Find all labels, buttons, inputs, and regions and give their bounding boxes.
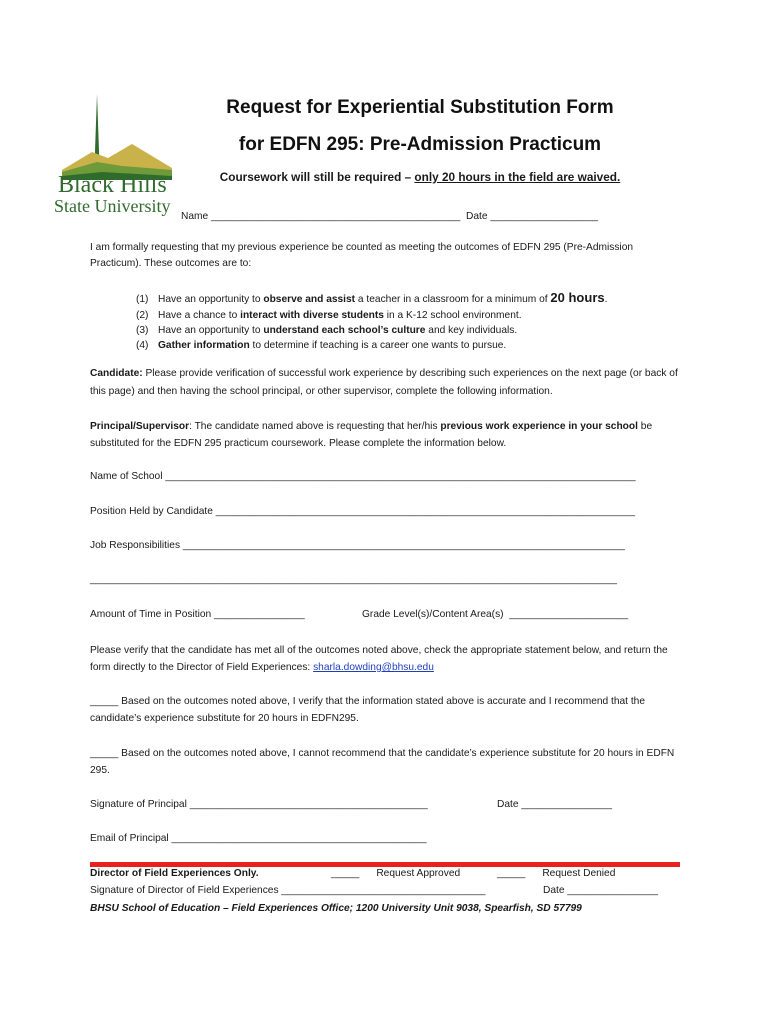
- school-field[interactable]: ___________________________________________________________________________________: [165, 471, 636, 482]
- grade-label: Grade Level(s)/Content Area(s): [362, 609, 504, 620]
- outcomes-list: [136, 289, 696, 353]
- principal-email-label: Email of Principal: [90, 833, 169, 844]
- verify-paragraph: Please verify that the candidate has met all of the outcomes noted above, check the appropriate statement below, and return the form directly to the Director of Field Experiences: sharla.dowding@bhsu.edu: [90, 645, 668, 673]
- denied-checkbox[interactable]: _____: [497, 868, 526, 879]
- approved-checkbox[interactable]: _____: [331, 868, 360, 879]
- job-extra-row: [90, 572, 617, 588]
- principal-signature-row: [90, 797, 428, 813]
- position-label: Position Held by Candidate: [90, 506, 213, 517]
- subtitle-underlined: only 20 hours in the field are waived.: [414, 170, 621, 184]
- not-recommend-checkbox[interactable]: _____: [90, 748, 119, 759]
- director-date-field[interactable]: ________________: [567, 885, 659, 896]
- intro-paragraph: I am formally requesting that my previous experience be counted as meeting the outcomes of EDFN 295 (Pre-Admission Practicum). These outcomes are to:: [90, 242, 634, 269]
- time-label: Amount of Time in Position: [90, 609, 212, 620]
- approved-option: _____ Request Approved: [331, 868, 461, 879]
- principal-date-field[interactable]: ________________: [521, 799, 613, 810]
- form-title-line2: for EDFN 295: Pre-Admission Practicum: [238, 134, 602, 155]
- name-label: Name: [181, 211, 209, 222]
- candidate-paragraph: Candidate: Please provide verification of successful work experience by describing such experiences on the next page (or back of this page) and then having the school principal, or other supervisor, complete the following information.: [90, 368, 678, 397]
- director-email-link[interactable]: sharla.dowding@bhsu.edu: [313, 662, 434, 673]
- logo-text-line2: State University: [54, 196, 171, 216]
- principal-paragraph: Principal/Supervisor: The candidate named above is requesting that her/his previous work experience in your school be substituted for the EDFN 295 practicum coursework. Please complete the information below.: [90, 421, 653, 449]
- principal-email-row: [90, 831, 427, 847]
- grade-field[interactable]: _____________________: [509, 609, 629, 620]
- logo-text-line1: Black Hills: [58, 172, 167, 198]
- subtitle-text: Coursework will still be required –: [219, 170, 415, 184]
- list-item: (1) Have an opportunity to observe and assist a teacher in a classroom for a minimum of 20 hours.: [136, 290, 608, 305]
- director-date-label: Date: [543, 885, 565, 896]
- recommend-checkbox[interactable]: _____: [90, 696, 119, 707]
- school-label: Name of School: [90, 471, 163, 482]
- director-date-row: [543, 883, 658, 899]
- director-label: Director of Field Experiences Only.: [90, 868, 259, 879]
- job-label: Job Responsibilities: [90, 540, 181, 551]
- job-extra-field[interactable]: _____________________________________________________________________________________________: [90, 574, 617, 585]
- position-row: [90, 504, 635, 520]
- list-item: (3) Have an opportunity to understand each school’s culture and key individuals.: [136, 325, 518, 336]
- school-name-row: [90, 469, 636, 485]
- list-item: (4) Gather information to determine if teaching is a career one wants to pursue.: [136, 340, 507, 351]
- university-logo: [52, 92, 177, 222]
- director-signature-field[interactable]: ____________________________________: [281, 885, 486, 896]
- director-signature-row: [90, 883, 485, 899]
- grade-row: [362, 607, 628, 623]
- recommend-option: _____ Based on the outcomes noted above, I verify that the information stated above is accurate and I recommend that the candidate’s experience substitute for 20 hours in EDFN295.: [90, 696, 646, 724]
- principal-signature-label: Signature of Principal: [90, 799, 187, 810]
- principal-signature-field[interactable]: __________________________________________: [189, 799, 428, 810]
- footer-address: BHSU School of Education – Field Experiences Office; 1200 University Unit 9038, Spearfish, SD 57799: [90, 903, 582, 914]
- list-item: (2) Have a chance to interact with diverse students in a K-12 school environment.: [136, 310, 522, 321]
- job-field[interactable]: ______________________________________________________________________________: [182, 540, 625, 551]
- director-signature-label: Signature of Director of Field Experiences: [90, 885, 279, 896]
- form-subtitle: [160, 170, 680, 184]
- name-field[interactable]: ____________________________________________: [211, 211, 461, 222]
- principal-date-row: [497, 797, 612, 813]
- job-row: [90, 538, 625, 554]
- denied-option: _____ Request Denied: [497, 868, 616, 879]
- position-field[interactable]: __________________________________________________________________________: [215, 506, 636, 517]
- logo-mark-icon: [52, 92, 177, 182]
- time-field[interactable]: ________________: [214, 609, 305, 620]
- principal-date-label: Date: [497, 799, 519, 810]
- name-date-line: [181, 209, 598, 225]
- time-row: [90, 607, 305, 623]
- date-field[interactable]: ___________________: [490, 211, 599, 222]
- date-label: Date: [466, 211, 488, 222]
- principal-email-field[interactable]: _____________________________________________: [171, 833, 427, 844]
- form-title-line1: Request for Experiential Substitution Form: [226, 97, 614, 118]
- not-recommend-option: _____ Based on the outcomes noted above, I cannot recommend that the candidate’s experience substitute for 20 hours in EDFN 295.: [90, 748, 675, 776]
